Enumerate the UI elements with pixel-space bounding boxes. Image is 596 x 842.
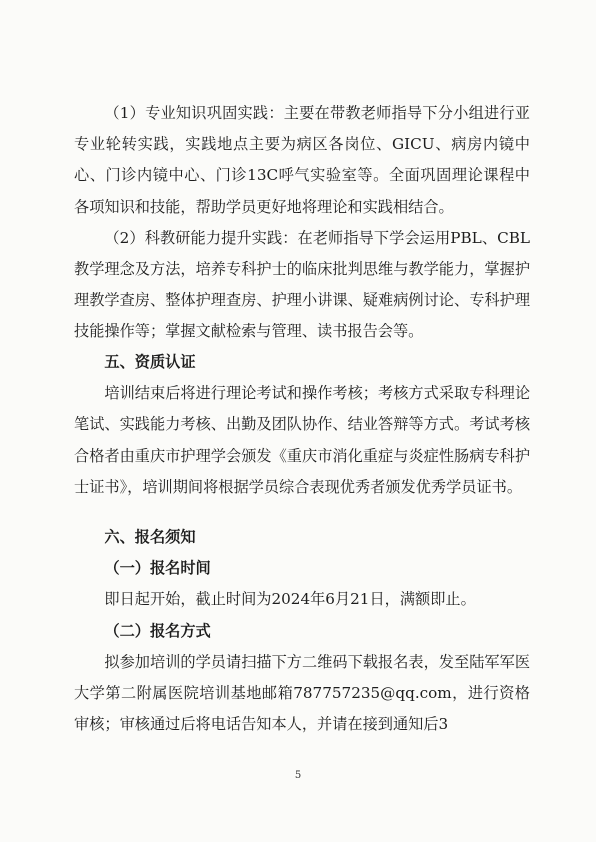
paragraph-registration-time: 即日起开始，截止时间为2024年6月21日，满额即止。: [104, 590, 476, 609]
paragraph-research-practice: （2）科教研能力提升实践：在老师指导下学会运用PBL、CBL教学理念及方法，培养专科护士的临床批判思维与教学能力，掌握护理教学查房、整体护理查房、护理小讲课、疑难病例讨论、专科护理技能操作等；掌握文献检索与管理、读书报告会等。: [74, 228, 530, 341]
page-number: 5: [294, 770, 302, 781]
registration-section: [74, 522, 530, 740]
paragraph-certification: 培训结束后将进行理论考试和操作考核；考核方式采取专科理论笔试、实践能力考核、出勤及团队协作、结业答辩等方式。考试考核合格者由重庆市护理学会颁发《重庆市消化重症与炎症性肠病专科护士证书》，培训期间将根据学员综合表现优秀者颁发优秀学员证书。: [74, 384, 530, 496]
paragraph-registration-method: 拟参加培训的学员请扫描下方二维码下载报名表，发至陆军军医大学第二附属医院培训基地邮箱787757235@qq.com，进行资格审核；审核通过后将电话告知本人，并请在接到通知后3: [74, 652, 530, 734]
section-heading-certification: 五、资质认证: [104, 353, 196, 371]
section-heading-registration: 六、报名须知: [104, 528, 196, 546]
paragraph-knowledge-practice: （1）专业知识巩固实践：主要在带教老师指导下分小组进行亚专业轮转实践，实践地点主要为病区各岗位、GICU、病房内镜中心、门诊内镜中心、门诊13C呼气实验室等。全面巩固理论课程中各项知识和技能，帮助学员更好地将理论和实践相结合。: [74, 104, 530, 216]
subheading-registration-time: （一）报名时间: [104, 559, 211, 578]
certification-section: [74, 347, 530, 503]
subheading-registration-method: （二）报名方式: [104, 621, 211, 640]
practice-section: [74, 98, 530, 348]
